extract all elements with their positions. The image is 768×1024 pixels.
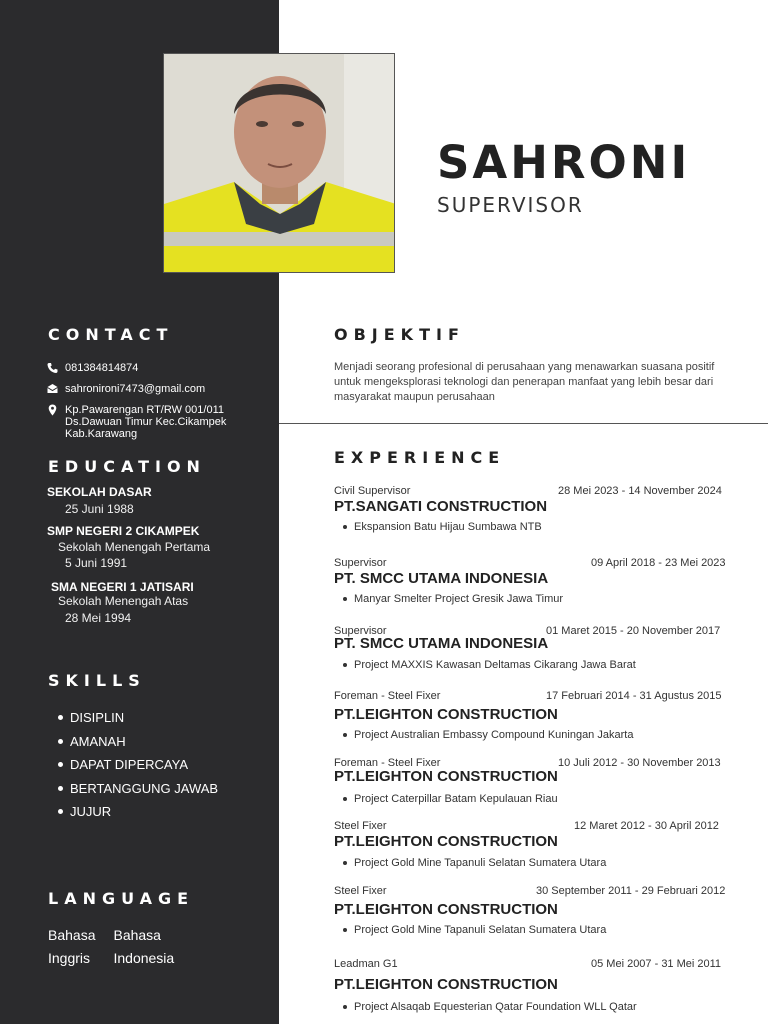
experience-heading: EXPERIENCE bbox=[334, 448, 506, 467]
bullet-icon bbox=[343, 525, 347, 529]
experience-dates: 12 Maret 2012 - 30 April 2012 bbox=[574, 820, 719, 832]
experience-role: Foreman - Steel Fixer bbox=[334, 690, 441, 702]
education-level: Sekolah Menengah Pertama bbox=[58, 540, 211, 554]
profile-photo bbox=[163, 53, 395, 273]
education-date: 5 Juni 1991 bbox=[65, 556, 128, 570]
experience-company: PT.LEIGHTON CONSTRUCTION bbox=[334, 768, 558, 785]
language-item: Bahasa Indonesia bbox=[113, 927, 175, 966]
skill-label: DISIPLIN bbox=[70, 710, 125, 726]
experience-company: PT.LEIGHTON CONSTRUCTION bbox=[334, 833, 558, 850]
experience-role: Steel Fixer bbox=[334, 820, 387, 832]
experience-item bbox=[334, 820, 738, 880]
skill-label: JUJUR bbox=[70, 804, 112, 820]
skills-list bbox=[58, 706, 218, 824]
skill-label: DAPAT DIPERCAYA bbox=[70, 757, 188, 773]
bullet-icon bbox=[343, 1005, 347, 1009]
candidate-title: SUPERVISOR bbox=[437, 193, 584, 217]
education-date: 25 Juni 1988 bbox=[65, 502, 134, 516]
experience-item bbox=[334, 557, 738, 617]
experience-item bbox=[334, 757, 738, 817]
experience-role: Supervisor bbox=[334, 625, 387, 637]
objective-heading: OBJEKTIF bbox=[334, 325, 465, 344]
experience-company: PT.LEIGHTON CONSTRUCTION bbox=[334, 901, 558, 918]
experience-company: PT.LEIGHTON CONSTRUCTION bbox=[334, 976, 558, 993]
experience-project-text: Manyar Smelter Project Gresik Jawa Timur bbox=[354, 593, 564, 605]
objective-text: Menjadi seorang profesional di perusahaan yang menawarkan suasana positif untuk mengeksplorasi teknologi dan penerapan manfaat yang lebih besar dari masyarakat maupun perusahaan bbox=[334, 361, 715, 403]
experience-dates: 30 September 2011 - 29 Februari 2012 bbox=[536, 885, 726, 897]
bullet-icon bbox=[58, 715, 63, 720]
experience-dates: 05 Mei 2007 - 31 Mei 2011 bbox=[591, 958, 722, 970]
experience-project bbox=[343, 793, 558, 805]
education-school: SEKOLAH DASAR bbox=[47, 485, 152, 499]
skills-heading: SKILLS bbox=[48, 671, 146, 690]
experience-project bbox=[343, 1001, 637, 1013]
skill-item bbox=[58, 753, 218, 777]
experience-project bbox=[343, 729, 633, 741]
experience-role: Civil Supervisor bbox=[334, 485, 411, 497]
experience-role: Supervisor bbox=[334, 557, 387, 569]
skill-label: AMANAH bbox=[70, 733, 126, 749]
education-date: 28 Mei 1994 bbox=[65, 611, 132, 625]
experience-dates: 28 Mei 2023 - 14 November 2024 bbox=[558, 485, 722, 497]
experience-project bbox=[343, 924, 606, 936]
skill-label: BERTANGGUNG JAWAB bbox=[70, 780, 219, 796]
bullet-icon bbox=[343, 733, 347, 737]
experience-company: PT. SMCC UTAMA INDONESIA bbox=[334, 635, 549, 652]
contact-phone bbox=[46, 362, 138, 374]
contact-address bbox=[46, 404, 226, 440]
phone-text: 081384814874 bbox=[65, 362, 139, 374]
experience-role: Steel Fixer bbox=[334, 885, 387, 897]
portrait-illustration bbox=[164, 54, 395, 273]
experience-dates: 01 Maret 2015 - 20 November 2017 bbox=[546, 625, 721, 637]
bullet-icon bbox=[58, 739, 63, 744]
education-level: Sekolah Menengah Atas bbox=[58, 594, 189, 608]
experience-project bbox=[343, 593, 563, 605]
language-list bbox=[48, 924, 174, 970]
contact-email bbox=[46, 383, 205, 395]
email-text: sahronironi7473@gmail.com bbox=[65, 383, 206, 395]
experience-project-text: Ekspansion Batu Hijau Sumbawa NTB bbox=[354, 521, 542, 533]
experience-dates: 10 Juli 2012 - 30 November 2013 bbox=[558, 757, 721, 769]
experience-item bbox=[334, 885, 738, 945]
skill-item bbox=[58, 730, 218, 754]
experience-project bbox=[343, 521, 542, 533]
experience-company: PT.SANGATI CONSTRUCTION bbox=[334, 498, 548, 515]
experience-project bbox=[343, 857, 606, 869]
experience-item bbox=[334, 690, 738, 750]
contact-heading: CONTACT bbox=[48, 325, 174, 344]
skill-item bbox=[58, 777, 218, 801]
experience-company: PT. SMCC UTAMA INDONESIA bbox=[334, 570, 549, 587]
bullet-icon bbox=[343, 597, 347, 601]
experience-project-text: Project Gold Mine Tapanuli Selatan Sumatera Utara bbox=[354, 924, 607, 936]
bullet-icon bbox=[58, 762, 63, 767]
language-heading: LANGUAGE bbox=[48, 889, 195, 908]
bullet-icon bbox=[343, 928, 347, 932]
bullet-icon bbox=[343, 797, 347, 801]
phone-icon bbox=[46, 362, 59, 374]
bullet-icon bbox=[343, 861, 347, 865]
experience-role: Leadman G1 bbox=[334, 958, 398, 970]
experience-item bbox=[334, 958, 738, 1018]
experience-dates: 09 April 2018 - 23 Mei 2023 bbox=[591, 557, 726, 569]
education-school: SMA NEGERI 1 JATISARI bbox=[51, 580, 194, 594]
bullet-icon bbox=[58, 786, 63, 791]
experience-item bbox=[334, 485, 738, 545]
language-item: Bahasa Inggris bbox=[48, 927, 96, 966]
experience-item bbox=[334, 625, 738, 685]
experience-project-text: Project Alsaqab Equesterian Qatar Foundation WLL Qatar bbox=[354, 1001, 637, 1013]
address-text: Kp.Pawarengan RT/RW 001/011 Ds.Dawuan Timur Kec.Cikampek Kab.Karawang bbox=[65, 404, 227, 440]
experience-project bbox=[343, 659, 636, 671]
experience-dates: 17 Februari 2014 - 31 Agustus 2015 bbox=[546, 690, 722, 702]
education-school: SMP NEGERI 2 CIKAMPEK bbox=[47, 524, 200, 538]
map-pin-icon bbox=[46, 404, 59, 416]
skill-item bbox=[58, 800, 218, 824]
experience-role: Foreman - Steel Fixer bbox=[334, 757, 441, 769]
education-heading: EDUCATION bbox=[48, 457, 206, 476]
skill-item bbox=[58, 706, 218, 730]
bullet-icon bbox=[58, 809, 63, 814]
section-divider bbox=[279, 423, 768, 424]
experience-project-text: Project Gold Mine Tapanuli Selatan Sumatera Utara bbox=[354, 857, 607, 869]
bullet-icon bbox=[343, 663, 347, 667]
envelope-icon bbox=[46, 383, 59, 395]
experience-company: PT.LEIGHTON CONSTRUCTION bbox=[334, 706, 558, 723]
candidate-name: SAHRONI bbox=[437, 136, 691, 189]
experience-project-text: Project MAXXIS Kawasan Deltamas Cikarang Jawa Barat bbox=[354, 659, 636, 671]
experience-project-text: Project Caterpillar Batam Kepulauan Riau bbox=[354, 793, 558, 805]
experience-project-text: Project Australian Embassy Compound Kuningan Jakarta bbox=[354, 729, 634, 741]
